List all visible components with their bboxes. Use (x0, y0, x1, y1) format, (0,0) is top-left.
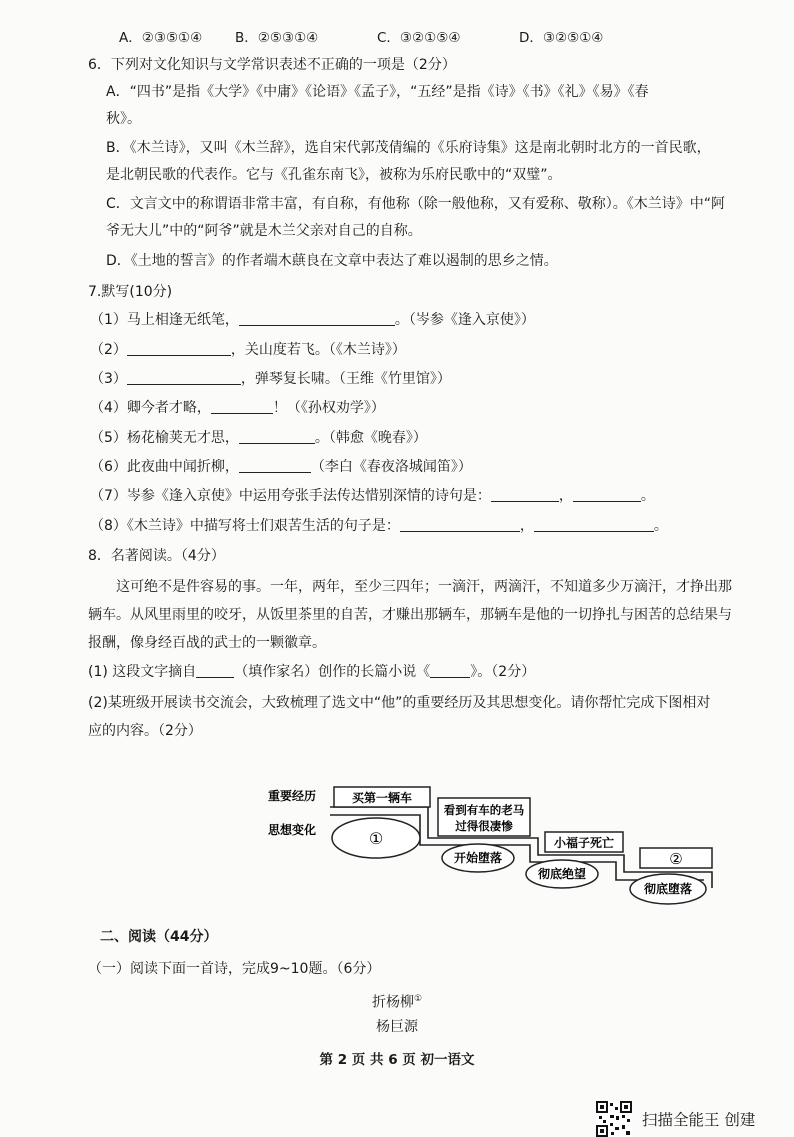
experience-2-label-1: 看到有车的老马 (443, 803, 525, 817)
q8-sub2-line1: (2)某班级开展读书交流会，大致梳理了选文中“他”的重要经历及其思想变化。请你帮忙完成下图相对 (88, 695, 711, 711)
q7-item-6: （6）此夜曲中闻折柳， （李白《春夜洛城闻笛》） (90, 459, 472, 475)
q5-option-a: A．②③⑤①④ (119, 30, 203, 46)
thought-2-label: 开始堕落 (453, 851, 503, 865)
q7-item-4: （4）卿今者才略， ！（《孙权劝学》） (90, 400, 385, 416)
q6-line-b2: 是北朝民歌的代表作。它与《孔雀东南飞》，被称为乐府民歌中的“双璧”。 (106, 167, 562, 183)
q7-item-7: （7）岑参《逢入京使》中运用夸张手法传达惜别深情的诗句是： ， 。 (90, 488, 655, 504)
q7-item-8: （8）《木兰诗》中描写将士们艰苦生活的句子是： ， 。 (90, 518, 668, 534)
q7-item-1: （1）马上相逢无纸笔， 。（岑参《逢入京使》） (90, 312, 535, 328)
watermark-text: 扫描全能王 创建 (642, 1111, 756, 1129)
q6-line-d: D．《土地的誓言》的作者端木蕻良在文章中表达了难以遏制的思乡之情。 (106, 253, 558, 269)
q5-option-c: C．③②①⑤④ (377, 30, 461, 46)
q7-item-3: （3） ，弹琴复长啸。（王维《竹里馆》） (90, 371, 451, 387)
section-2-title: 二、阅读（44分） (100, 929, 218, 945)
poem-footnote-mark: ① (413, 994, 423, 1004)
experience-4-label: ② (669, 850, 683, 868)
q8-passage-2: 辆车。从风里雨里的咬牙，从饭里茶里的自苦，才赚出那辆车，那辆车是他的一切挣扎与困苦的总结果与 (88, 607, 732, 623)
q6-line-b1: B．《木兰诗》，又叫《木兰辞》，选自宋代郭茂倩编的《乐府诗集》这是南北朝时北方的一首民歌， (106, 140, 711, 156)
thought-4-label: 彻底堕落 (643, 882, 693, 896)
q8-passage-3: 报酬，像身经百战的武士的一颗徽章。 (88, 635, 326, 651)
row-label-experience: 重要经历 (268, 789, 317, 803)
q8-stem: 8．名著阅读。（4分） (88, 548, 225, 564)
experience-3-label: 小福子死亡 (553, 836, 615, 850)
poem-title-line (0, 990, 794, 1012)
q5-option-d: D．③②⑤①④ (519, 30, 604, 46)
q7-item-2: （2） ，关山度若飞。（《木兰诗》） (90, 342, 406, 358)
q7-stem: 7.默写(10分) (88, 284, 173, 300)
section-2-subtitle: （一）阅读下面一首诗，完成9~10题。（6分） (88, 961, 381, 977)
q8-sub2-line2: 应的内容。（2分） (88, 723, 202, 739)
q6-line-c1: C．文言文中的称谓语非常丰富，有自称，有他称（除一般他称，又有爱称、敬称）。《木兰诗》中“阿 (106, 196, 726, 212)
q7-item-5: （5）杨花榆荚无才思， 。（韩愈《晚春》） (90, 430, 427, 446)
q6-line-a1: A．“四书”是指《大学》《中庸》《论语》《孟子》，“五经”是指《诗》《书》《礼》《易》《春 (106, 84, 649, 100)
q6-line-c2: 爷无大儿”中的“阿爷”就是木兰父亲对自己的自称。 (106, 223, 422, 239)
q6-line-a2: 秋》。 (106, 111, 141, 127)
qr-code-icon (596, 1101, 632, 1137)
q5-option-b: B．②⑤③①④ (235, 30, 319, 46)
row-label-thought: 思想变化 (268, 823, 317, 837)
experience-2-label-2: 过得很凄惨 (455, 819, 513, 833)
q8-sub1: (1) 这段文字摘自 （填作家名）创作的长篇小说《 》。（2分） (88, 664, 536, 680)
poem-title: 折杨柳 (371, 994, 414, 1011)
q8-passage-1: 这可绝不是件容易的事。一年，两年，至少三四年；一滴汗，两滴汗，不知道多少万滴汗，才挣出那 (116, 579, 732, 595)
poem-author: 杨巨源 (376, 1019, 418, 1035)
thought-3-label: 彻底绝望 (537, 867, 587, 881)
q6-stem: 6．下列对文化知识与文学常识表述不正确的一项是（2分） (88, 57, 456, 73)
page-footer: 第 2 页 共 6 页 初一语文 (319, 1052, 475, 1068)
thought-1-label: ① (368, 829, 384, 848)
experience-1-label: 买第一辆车 (351, 791, 413, 805)
